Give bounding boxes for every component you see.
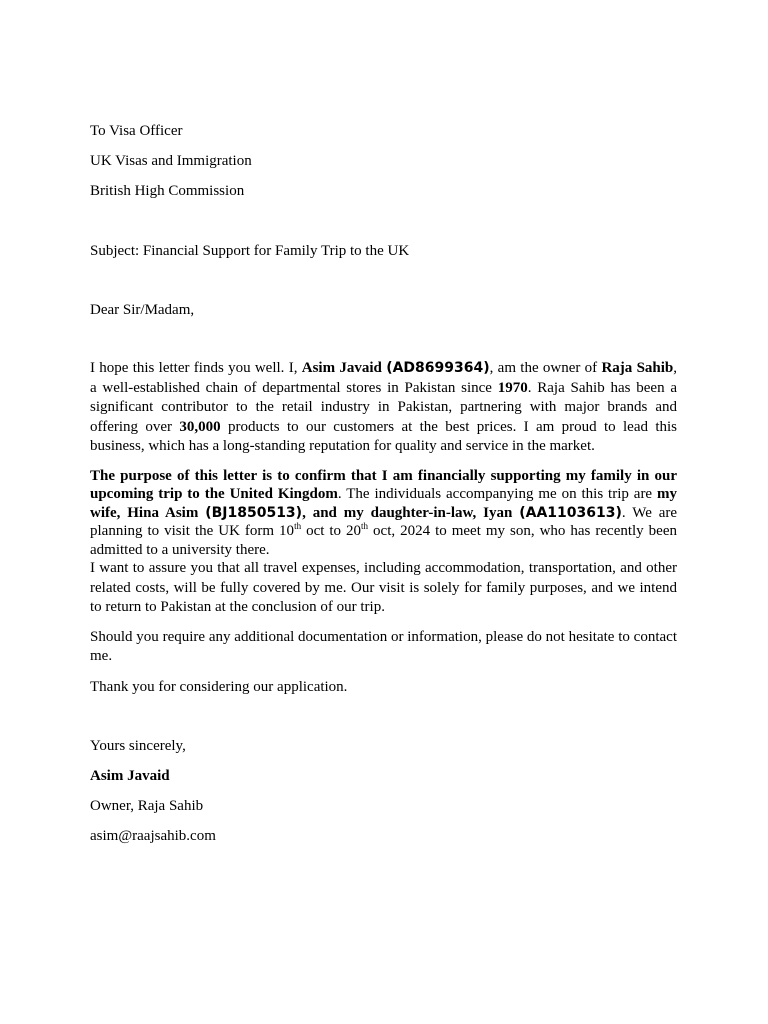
- letter: [90, 121, 677, 846]
- closing: Yours sincerely,: [90, 737, 186, 754]
- recipient-line-3: British High Commission: [90, 183, 245, 199]
- intro-text-5: products to our customers at the best prices. I am proud to lead this business, which has a long-standing reputation for quality and service in the market.: [90, 418, 677, 454]
- purpose-text-3: oct to 20: [301, 523, 362, 539]
- wife-name: my wife, Hina Asim: [90, 486, 677, 521]
- intro-text-3: , a well-established chain of departmental stores in Pakistan since: [90, 360, 678, 396]
- signature-name: Asim Javaid: [90, 767, 170, 784]
- purpose-text-1: . The individuals accompanying me on this trip are: [337, 486, 657, 502]
- paragraph-contact: Should you require any additional documentation or information, please do not hesitate to contact me.: [90, 628, 677, 664]
- paragraph-introduction: [90, 359, 677, 457]
- company-name: Raja Sahib: [601, 360, 674, 376]
- paragraph-expenses: I want to assure you that all travel expenses, including accommodation, transportation, and other related costs, will be fully covered by me. Our visit is solely for family purposes, and we intend to return to Pakistan at the conclusion of our trip.: [90, 560, 677, 615]
- wife-passport: (BJ1850513): [205, 504, 303, 521]
- recipient-line-2: UK Visas and Immigration: [90, 153, 252, 169]
- daughter-in-law-name: , and my daughter-in-law, Iyan: [302, 504, 513, 521]
- founding-year: 1970: [497, 379, 528, 396]
- intro-text-2: , am the owner of: [489, 360, 602, 376]
- product-count: 30,000: [179, 418, 221, 435]
- ordinal-suffix-2: th: [361, 521, 369, 531]
- signature-email: asim@raajsahib.com: [90, 827, 216, 844]
- author-name: Asim Javaid: [301, 360, 382, 376]
- author-passport: (AD8699364): [386, 360, 490, 376]
- paragraph-purpose: [90, 467, 677, 560]
- daughter-in-law-passport: (AA1103613): [519, 504, 622, 521]
- signature-title: Owner, Raja Sahib: [90, 797, 204, 814]
- purpose-statement: The purpose of this letter is to confirm that I am financially supporting my family in our upcoming trip to the United Kingdom: [90, 467, 677, 502]
- intro-text-4: . Raja Sahib has been a significant contributor to the retail industry in Pakistan, partnering with major brands and offering over: [90, 379, 678, 435]
- ordinal-suffix-1: th: [294, 521, 302, 531]
- purpose-text-2: . We are planning to visit the UK form 10: [90, 504, 678, 539]
- paragraph-thanks: Thank you for considering our application.: [90, 678, 348, 695]
- subject-line: Subject: Financial Support for Family Trip to the UK: [90, 243, 410, 259]
- recipient-line-1: To Visa Officer: [90, 123, 183, 139]
- intro-text-1: I hope this letter finds you well. I,: [90, 360, 302, 376]
- salutation: Dear Sir/Madam,: [90, 302, 195, 318]
- purpose-text-4: oct, 2024 to meet my son, who has recently been admitted to a university there.: [90, 523, 677, 558]
